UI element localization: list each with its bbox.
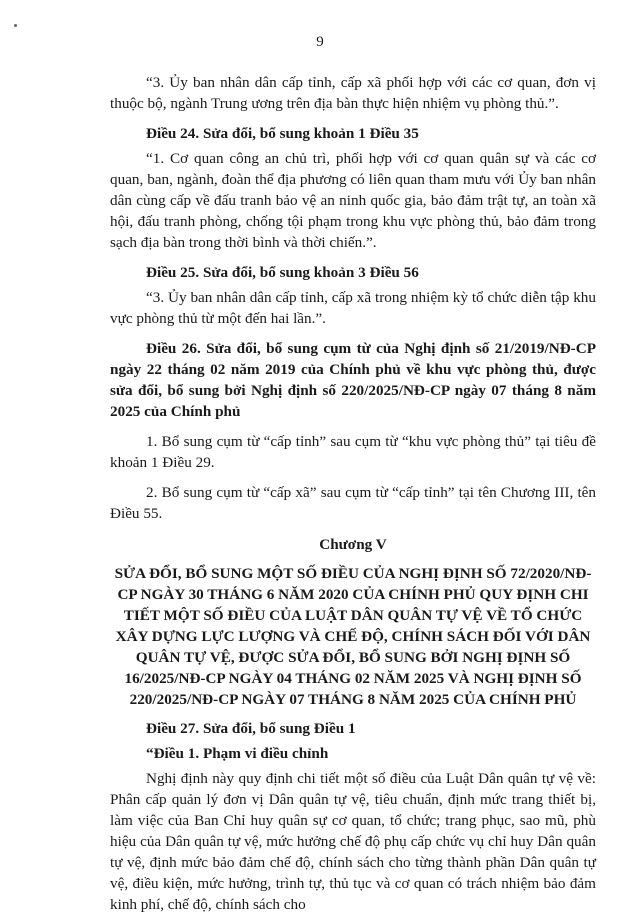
paragraph-item-2: 2. Bổ sung cụm từ “cấp xã” sau cụm từ “cấp tỉnh” tại tên Chương III, tên Điều 55.	[110, 484, 596, 522]
paragraph-item-1: 1. Bổ sung cụm từ “cấp tỉnh” sau cụm từ “khu vực phòng thủ” tại tiêu đề khoản 1 Điều 29.	[110, 433, 596, 471]
article-25-heading: Điều 25. Sửa đổi, bổ sung khoản 3 Điều 56	[146, 264, 419, 281]
scan-speck	[14, 24, 17, 27]
chapter-title: SỬA ĐỔI, BỔ SUNG MỘT SỐ ĐIỀU CỦA NGHỊ ĐỊNH SỐ 72/2020/NĐ-CP NGÀY 30 THÁNG 6 NĂM 2020 CỦA CHÍNH PHỦ QUY ĐỊNH CHI TIẾT MỘT SỐ ĐIỀU CỦA LUẬT DÂN QUÂN TỰ VỆ VỀ TỔ CHỨC XÂY DỰNG LỰC LƯỢNG VÀ CHẾ ĐỘ, CHÍNH SÁCH ĐỐI VỚI DÂN QUÂN TỰ VỆ, ĐƯỢC SỬA ĐỔI, BỔ SUNG BỞI NGHỊ ĐỊNH SỐ 16/2025/NĐ-CP NGÀY 04 THÁNG 02 NĂM 2025 VÀ NGHỊ ĐỊNH SỐ 220/2025/NĐ-CP NGÀY 07 THÁNG 8 NĂM 2025 CỦA CHÍNH PHỦ	[114, 565, 592, 708]
page-number: 9	[316, 34, 324, 50]
article-27-heading: Điều 27. Sửa đổi, bổ sung Điều 1	[146, 720, 356, 737]
article-1-heading: “Điều 1. Phạm vi điều chỉnh	[146, 745, 329, 762]
paragraph-clause-3: “3. Ủy ban nhân dân cấp tỉnh, cấp xã phối hợp với các cơ quan, đơn vị thuộc bộ, ngành Trung ương trên địa bàn thực hiện nhiệm vụ phòng thủ.”.	[110, 74, 596, 112]
paragraph-scope: Nghị định này quy định chi tiết một số điều của Luật Dân quân tự vệ về: Phân cấp quản lý đơn vị Dân quân tự vệ, tiêu chuẩn, định mức trang thiết bị, làm việc của Ban Chỉ huy quân sự cơ quan, tổ chức; trang phục, sao mũ, phù hiệu của Dân quân tự vệ, mức hưởng chế độ phụ cấp chức vụ chỉ huy Dân quân tự vệ, định mức bảo đảm chế độ, chính sách cho từng thành phần Dân quân tự vệ, điều kiện, mức hưởng, trình tự, thủ tục và cơ quan có trách nhiệm bảo đảm kinh phí, chế độ, chính sách cho	[110, 770, 596, 913]
paragraph-clause-1: “1. Cơ quan công an chủ trì, phối hợp với cơ quan quân sự và các cơ quan, ban, ngành, đoàn thể địa phương có liên quan tham mưu với Ủy ban nhân dân cùng cấp về đấu tranh bảo vệ an ninh quốc gia, bảo đảm trật tự, an toàn xã hội, đấu tranh phòng, chống tội phạm trong khu vực phòng thủ, bảo đảm trong sạch địa bàn trong thời bình và thời chiến.”.	[110, 150, 596, 251]
article-26-heading: Điều 26. Sửa đổi, bổ sung cụm từ của Nghị định số 21/2019/NĐ-CP ngày 22 tháng 02 năm 2019 của Chính phủ về khu vực phòng thủ, được sửa đổi, bổ sung bởi Nghị định số 220/2025/NĐ-CP ngày 07 tháng 8 năm 2025 của Chính phủ	[110, 340, 596, 420]
chapter-heading: Chương V	[319, 536, 387, 553]
document-body	[110, 72, 596, 915]
paragraph-clause-3b: “3. Ủy ban nhân dân cấp tỉnh, cấp xã trong nhiệm kỳ tổ chức diễn tập khu vực phòng thủ từ một đến hai lần.”.	[110, 289, 596, 327]
article-24-heading: Điều 24. Sửa đổi, bổ sung khoản 1 Điều 35	[146, 125, 419, 142]
